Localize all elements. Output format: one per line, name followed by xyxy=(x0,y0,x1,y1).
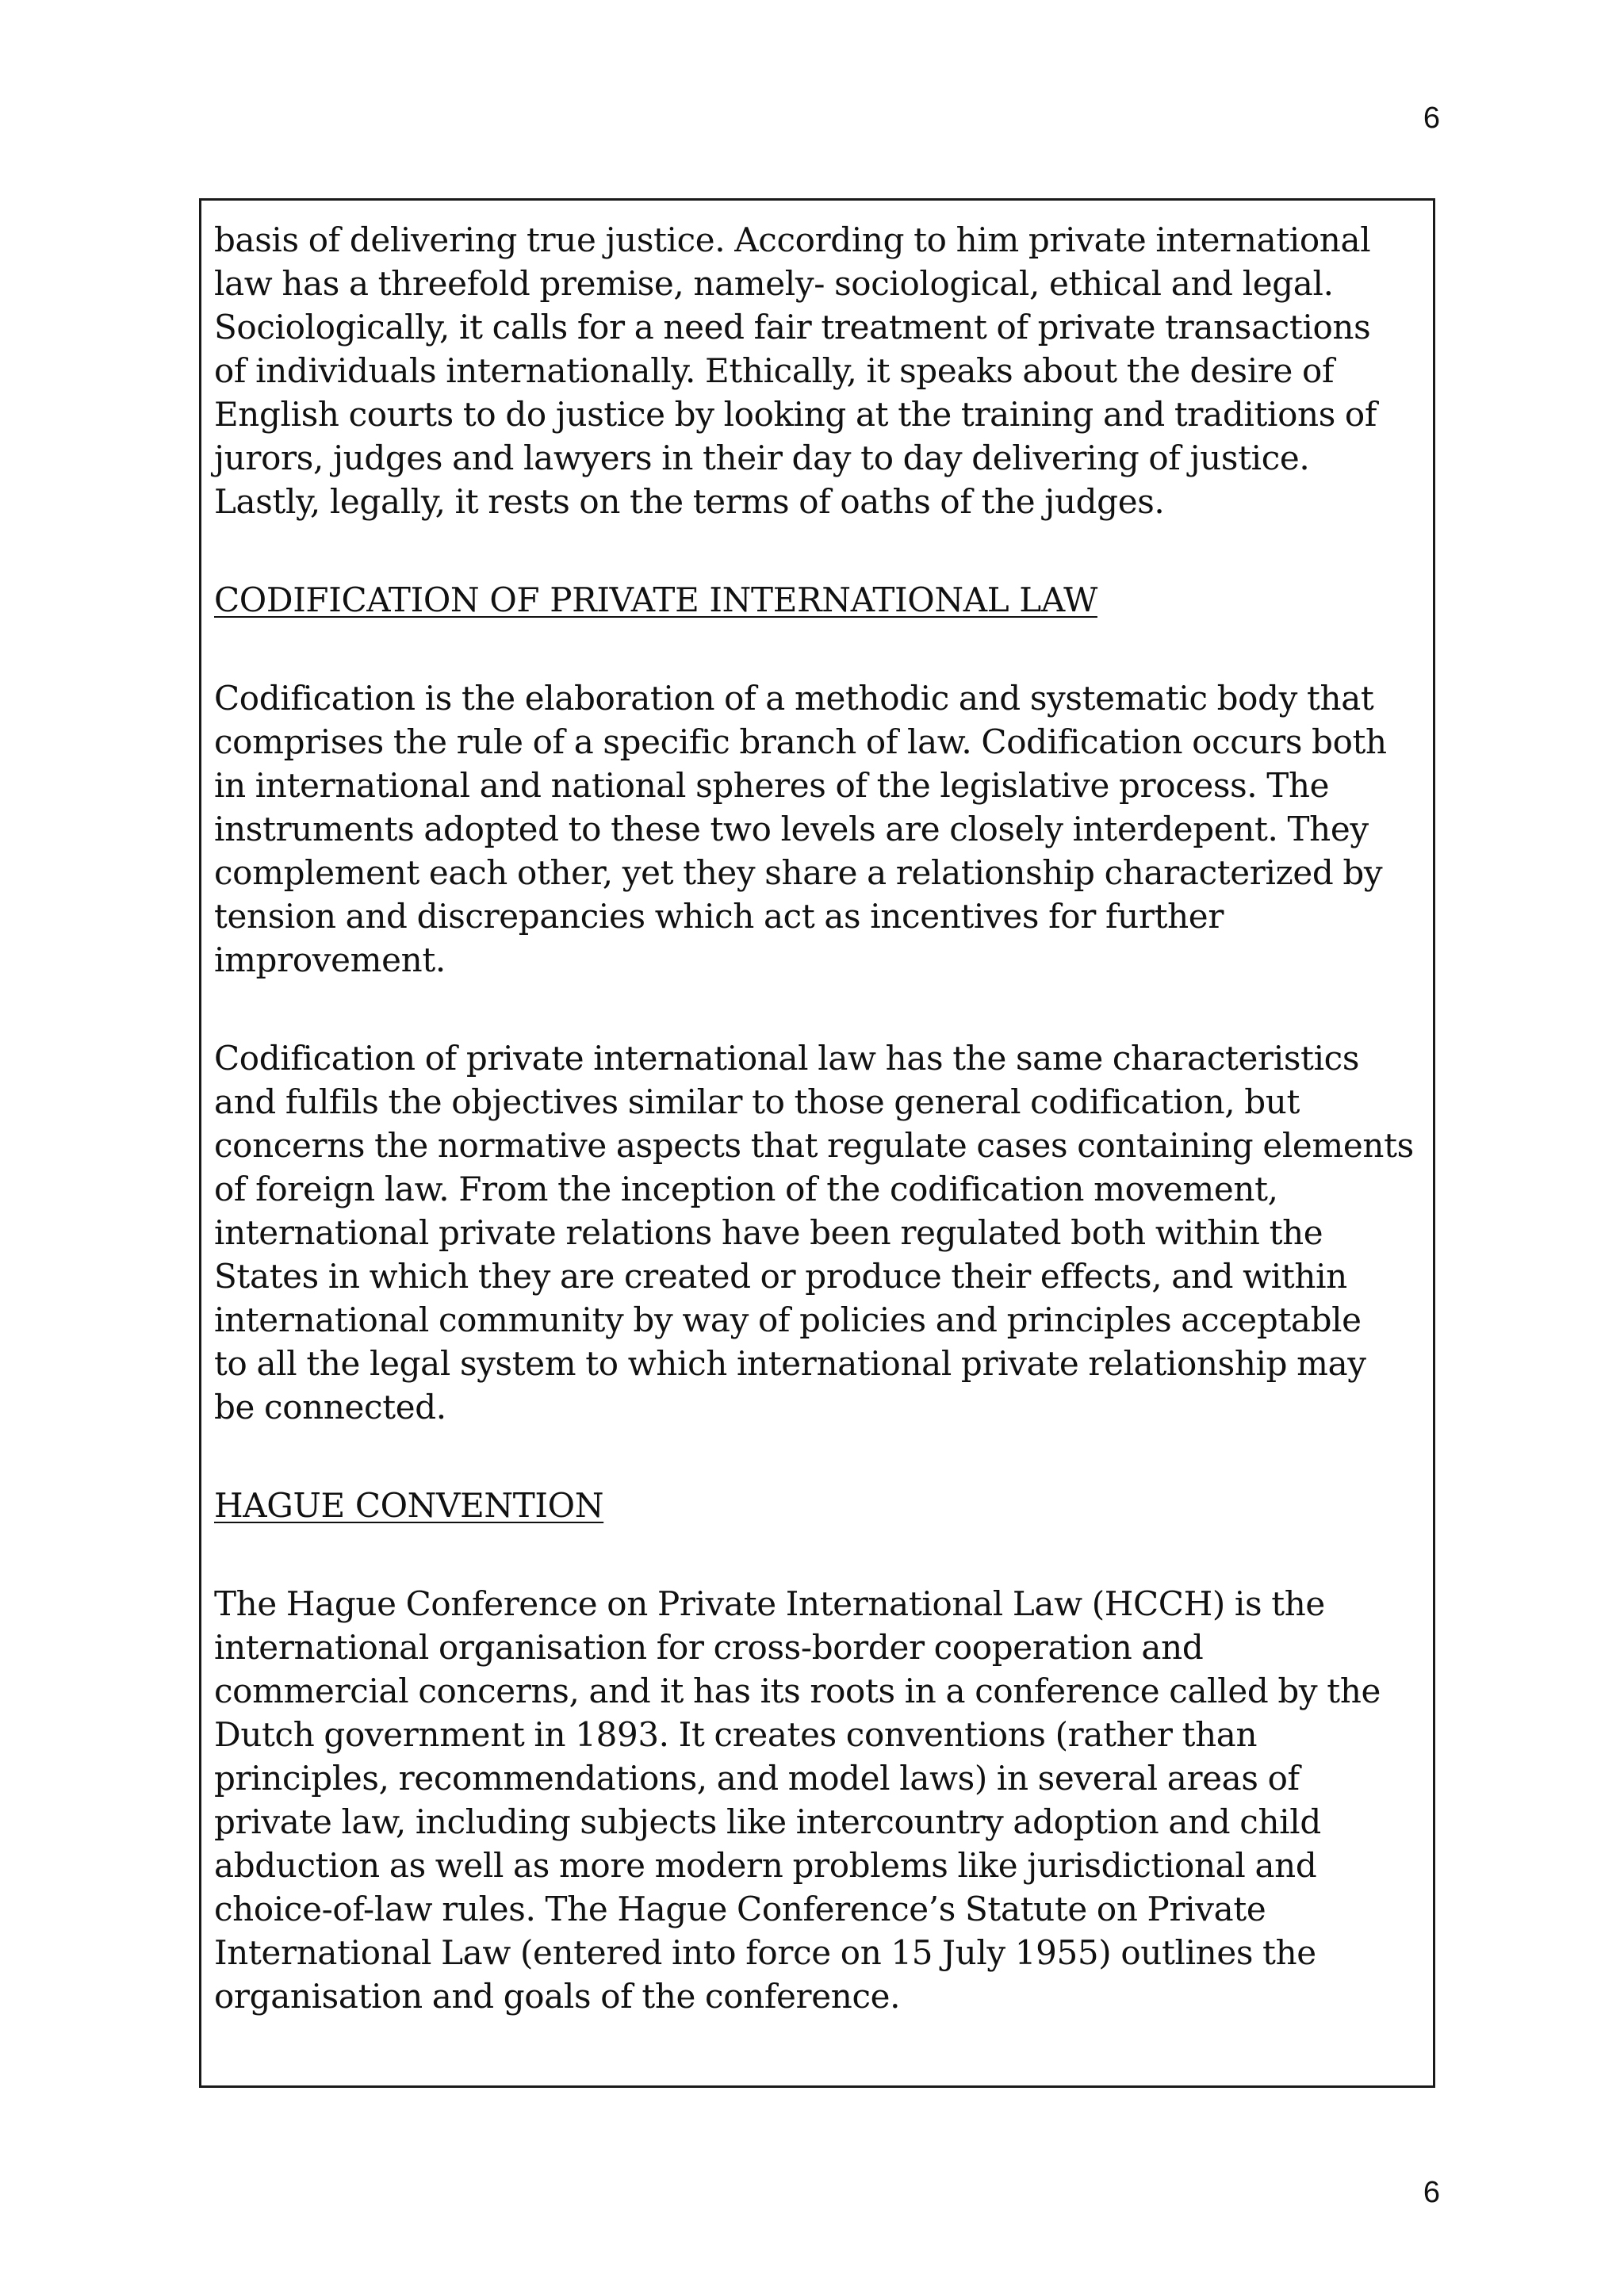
intro-paragraph xyxy=(214,218,1423,523)
text-line: improvement. xyxy=(214,940,446,979)
text-line: international community by way of policies and principles acceptable xyxy=(214,1300,1362,1339)
text-line: Codification of private international law has the same characteristics xyxy=(214,1039,1360,1078)
text-line: complement each other, yet they share a relationship characterized by xyxy=(214,853,1383,892)
text-line: commercial concerns, and it has its roots in a conference called by the xyxy=(214,1672,1381,1710)
text-line: Lastly, legally, it rests on the terms of oaths of the judges. xyxy=(214,482,1165,521)
heading-codification: CODIFICATION OF PRIVATE INTERNATIONAL LAW xyxy=(214,580,1097,619)
text-line: in international and national spheres of the legislative process. The xyxy=(214,766,1330,805)
content-box xyxy=(199,198,1435,2088)
text-line: of foreign law. From the inception of the codification movement, xyxy=(214,1170,1278,1208)
text-line: concerns the normative aspects that regulate cases containing elements xyxy=(214,1126,1414,1165)
text-line: International Law (entered into force on 15 July 1955) outlines the xyxy=(214,1933,1316,1972)
text-line: comprises the rule of a specific branch of law. Codification occurs both xyxy=(214,722,1387,761)
text-line: States in which they are created or produce their effects, and within xyxy=(214,1257,1347,1296)
text-line: English courts to do justice by looking at the training and traditions of xyxy=(214,395,1377,434)
codification-paragraph-2 xyxy=(214,1036,1423,1429)
text-line: abduction as well as more modern problems like jurisdictional and xyxy=(214,1846,1317,1885)
heading-hague-convention: HAGUE CONVENTION xyxy=(214,1486,604,1525)
hague-paragraph-1 xyxy=(214,1582,1423,2018)
text-line: and fulfils the objectives similar to those general codification, but xyxy=(214,1082,1300,1121)
text-line: international organisation for cross-border cooperation and xyxy=(214,1628,1204,1667)
text-line: international private relations have been regulated both within the xyxy=(214,1213,1323,1252)
text-line: basis of delivering true justice. According to him private international xyxy=(214,220,1371,259)
codification-paragraph-1 xyxy=(214,676,1423,982)
page-number-top: 6 xyxy=(1423,101,1440,135)
text-line: instruments adopted to these two levels are closely interdepent. They xyxy=(214,810,1369,848)
page-number-bottom: 6 xyxy=(1423,2176,1440,2209)
text-line: of individuals internationally. Ethically, it speaks about the desire of xyxy=(214,351,1335,390)
text-line: Dutch government in 1893. It creates conventions (rather than xyxy=(214,1715,1258,1754)
text-line: organisation and goals of the conference. xyxy=(214,1977,901,2016)
text-line: principles, recommendations, and model laws) in several areas of xyxy=(214,1759,1300,1798)
text-line: The Hague Conference on Private International Law (HCCH) is the xyxy=(214,1584,1325,1623)
text-line: private law, including subjects like intercountry adoption and child xyxy=(214,1802,1321,1841)
text-line: law has a threefold premise, namely- sociological, ethical and legal. xyxy=(214,264,1334,303)
text-line: choice-of-law rules. The Hague Conference’s Statute on Private xyxy=(214,1890,1266,1928)
text-line: Sociologically, it calls for a need fair treatment of private transactions xyxy=(214,308,1371,347)
text-line: jurors, judges and lawyers in their day to day delivering of justice. xyxy=(214,439,1310,477)
text-line: Codification is the elaboration of a methodic and systematic body that xyxy=(214,679,1374,718)
text-line: tension and discrepancies which act as incentives for further xyxy=(214,897,1224,936)
text-line: to all the legal system to which international private relationship may xyxy=(214,1344,1366,1383)
text-line: be connected. xyxy=(214,1388,446,1427)
